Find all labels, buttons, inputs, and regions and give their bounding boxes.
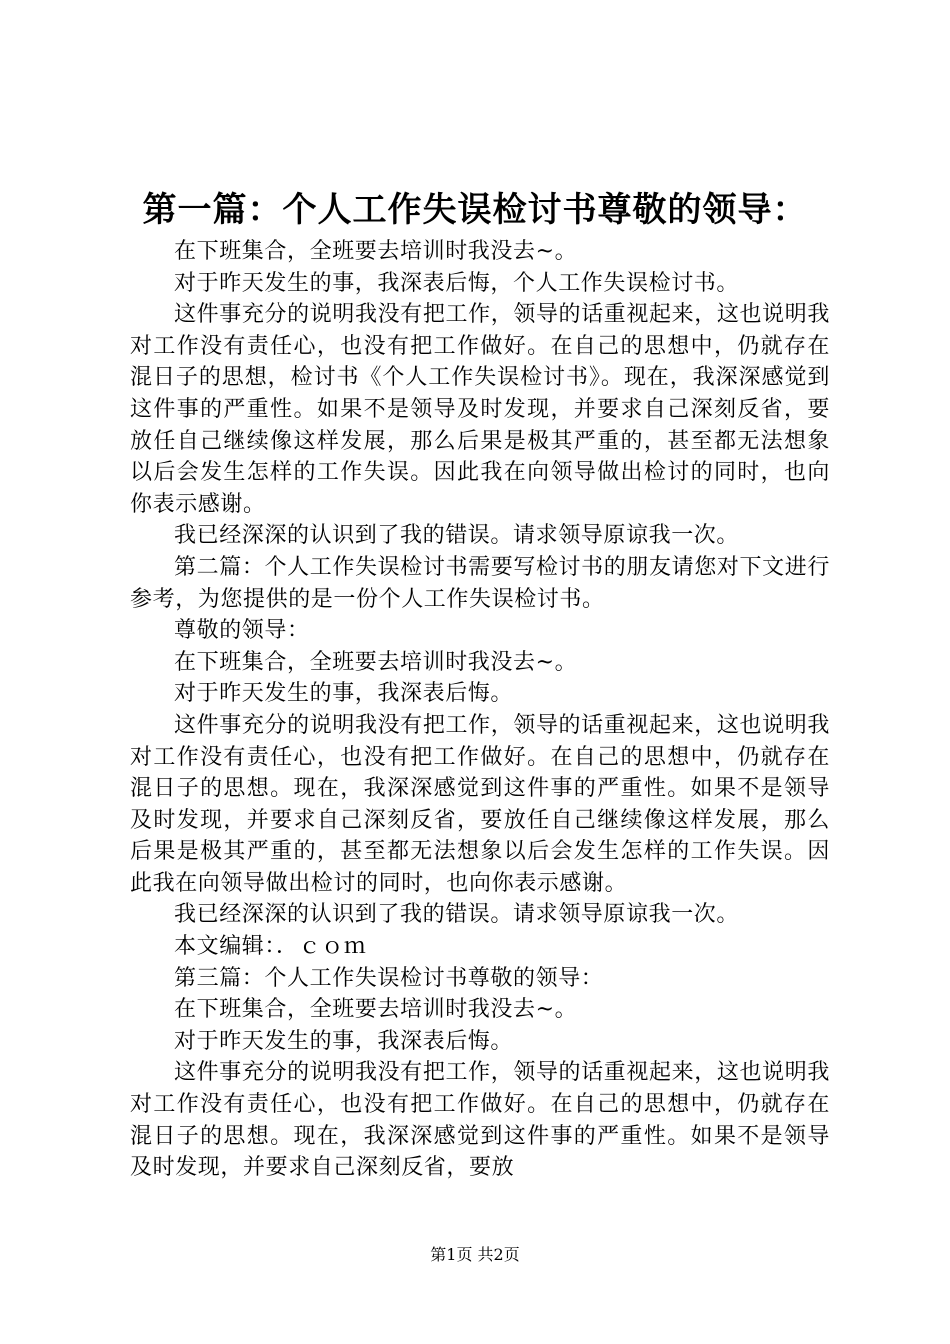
document-body [130,236,830,1184]
paragraph: 我已经深深的认识到了我的错误。请求领导原谅我一次。 [174,902,740,928]
paragraph: 第三篇：个人工作失误检讨书尊敬的领导： [174,965,604,991]
paragraph: 在下班集合，全班要去培训时我没去~。 [174,997,578,1023]
paragraph: 对于昨天发生的事，我深表后悔。 [174,681,514,707]
paragraph: 这件事充分的说明我没有把工作，领导的话重视起来，这也说明我对工作没有责任心，也没有把工作做好。在自己的思想中，仍就存在混日子的思想。现在，我深深感觉到这件事的严重性。如果不是领导及时发现，并要求自己深刻反省，要放 [130,1060,830,1181]
paragraph: 在下班集合，全班要去培训时我没去~。 [174,649,578,675]
paragraph: 这件事充分的说明我没有把工作，领导的话重视起来，这也说明我对工作没有责任心，也没有把工作做好。在自己的思想中，仍就存在混日子的思想，检讨书《个人工作失误检讨书》。现在，我深深感觉到这件事的严重性。如果不是领导及时发现，并要求自己深刻反省，要放任自己继续像这样发展，那么后果是极其严重的，甚至都无法想象以后会发生怎样的工作失误。因此我在向领导做出检讨的同时，也向你表示感谢。 [130,302,830,517]
paragraph: 这件事充分的说明我没有把工作，领导的话重视起来，这也说明我对工作没有责任心，也没有把工作做好。在自己的思想中，仍就存在混日子的思想。现在，我深深感觉到这件事的严重性。如果不是领导及时发现，并要求自己深刻反省，要放任自己继续像这样发展，那么后果是极其严重的，甚至都无法想象以后会发生怎样的工作失误。因此我在向领导做出检讨的同时，也向你表示感谢。 [130,712,830,896]
page-footer: 第1页 共2页 [430,1245,520,1264]
paragraph: 对于昨天发生的事，我深表后悔。 [174,1028,514,1054]
document-title: 第一篇：个人工作失误检讨书尊敬的领导： [142,190,808,230]
paragraph: 对于昨天发生的事，我深表后悔，个人工作失误检讨书。 [174,270,740,296]
paragraph: 我已经深深的认识到了我的错误。请求领导原谅我一次。 [174,523,740,549]
paragraph: 尊敬的领导： [174,618,310,644]
paragraph: 第二篇：个人工作失误检讨书需要写检讨书的朋友请您对下文进行参考，为您提供的是一份个人工作失误检讨书。 [130,554,830,612]
paragraph: 在下班集合，全班要去培训时我没去~。 [174,239,578,264]
paragraph: 本文编辑：．ｃｏｍ [174,934,367,960]
